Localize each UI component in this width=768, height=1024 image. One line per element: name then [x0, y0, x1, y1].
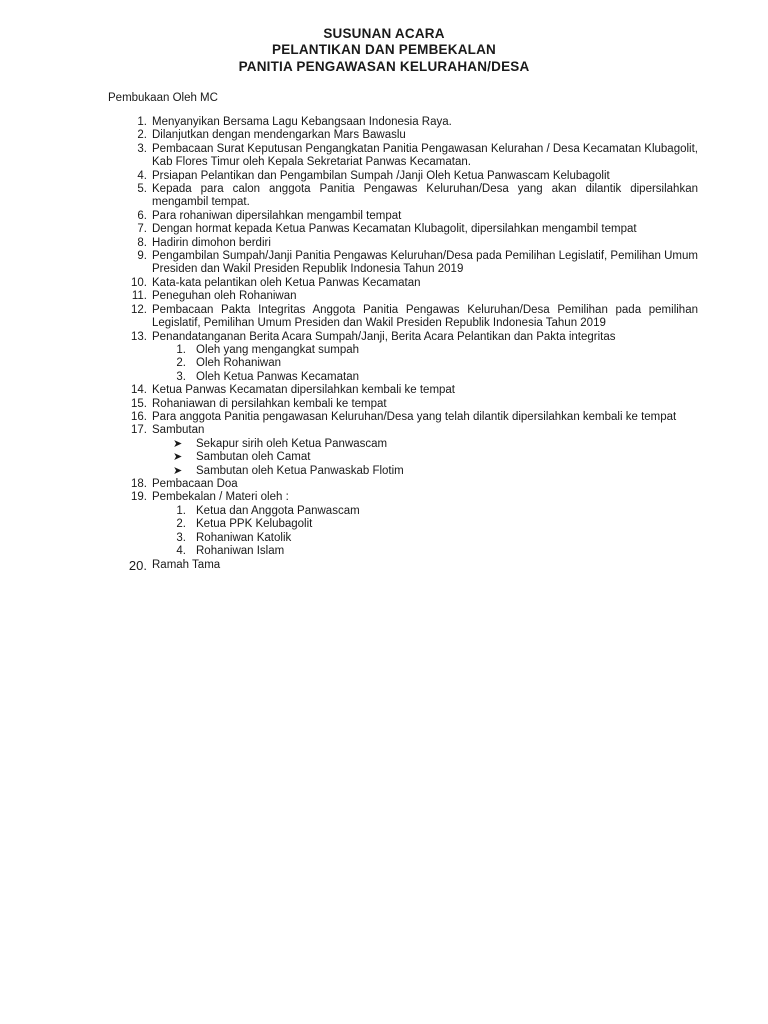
sub-item-text: Sekapur sirih oleh Ketua Panwascam — [196, 437, 388, 450]
sub-list-item — [0, 357, 768, 370]
list-item — [0, 559, 768, 572]
item-text: Ketua Panwas Kecamatan dipersilahkan kembali ke tempat — [152, 384, 456, 397]
item-text: Pengambilan Sumpah/Janji Panitia Pengawas Keluruhan/Desa pada Pemilihan Legislatif, Pemilihan Umum Presiden dan Wakil Presiden Republik Indonesia Tahun 2019 — [152, 250, 698, 276]
sub-item-text: Ketua dan Anggota Panwascam — [196, 504, 360, 517]
sub-item-text: Oleh yang mengangkat sumpah — [196, 343, 360, 356]
item-number: 16. — [131, 410, 147, 423]
sub-item-text: Sambutan oleh Ketua Panwaskab Flotim — [196, 464, 404, 477]
item-text: Pembacaan Surat Keputusan Pengangkatan Panitia Pengawasan Kelurahan / Desa Kecamatan Klubagolit, Kab Flores Timur oleh Kepala Sekretariat Panwas Kecamatan. — [152, 142, 698, 169]
item-text: Hadirin dimohon berdiri — [152, 236, 271, 249]
item-text: Menyanyikan Bersama Lagu Kebangsaan Indonesia Raya. — [152, 116, 452, 128]
item-text: Dengan hormat kepada Ketua Panwas Kecamatan Klubagolit, dipersilahkan mengambil tempat — [152, 223, 637, 236]
list-item — [0, 277, 768, 290]
list-item — [0, 116, 768, 129]
sub-list-item — [0, 545, 768, 558]
item-number: 19. — [131, 491, 147, 504]
item-text: Sambutan — [152, 424, 205, 437]
item-number: 3. — [137, 142, 147, 155]
sub-item-number: 4. — [176, 545, 186, 557]
item-number: 10. — [131, 276, 147, 289]
list-item — [0, 304, 768, 331]
title-line-2: PELANTIKAN DAN PEMBEKALAN — [272, 42, 496, 57]
list-item — [0, 223, 768, 236]
list-item — [0, 491, 768, 504]
sub-list-item — [0, 532, 768, 545]
sub-item-number: 2. — [176, 357, 186, 370]
item-text: Pembacaan Doa — [152, 477, 238, 490]
sub-item-text: Oleh Rohaniwan — [196, 357, 282, 370]
item-text: Dilanjutkan dengan mendengarkan Mars Bawaslu — [152, 129, 406, 142]
item-text: Pembacaan Pakta Integritas Anggota Panitia Pengawas Keluruhan/Desa Pemilihan pada pemilihan Legislatif, Pemilihan Umum Presiden dan Wakil Presiden Republik Indonesia Tahun 2019 — [152, 303, 698, 330]
sub-list-item — [0, 518, 768, 531]
item-number: 8. — [137, 236, 147, 249]
sub-item-text: Oleh Ketua Panwas Kecamatan — [196, 370, 360, 383]
sub-list-item — [0, 438, 768, 451]
list-item — [0, 478, 768, 491]
sub-item-text: Ketua PPK Kelubagolit — [196, 518, 313, 531]
arrow-bullet-icon: ➤ — [173, 451, 183, 464]
item-text: Rohaniawan di persilahkan kembali ke tempat — [152, 397, 387, 410]
sub-item-text: Rohaniwan Katolik — [196, 531, 292, 544]
list-item — [0, 129, 768, 142]
arrow-bullet-icon: ➤ — [173, 437, 183, 450]
sub-item-number: 3. — [176, 531, 186, 544]
item-number: 2. — [137, 129, 147, 142]
item-number: 9. — [137, 250, 147, 263]
sub-list-item — [0, 505, 768, 518]
list-item — [0, 143, 768, 170]
sub-item-text: Rohaniwan Islam — [196, 545, 285, 557]
item-text: Kata-kata pelantikan oleh Ketua Panwas Kecamatan — [152, 276, 421, 289]
item-text: Pembekalan / Materi oleh : — [152, 491, 289, 504]
item-number: 6. — [137, 209, 147, 222]
item-text: Peneguhan oleh Rohaniwan — [152, 290, 297, 303]
sub-item-number: 3. — [176, 370, 186, 383]
title-line-3: PANITIA PENGAWASAN KELURAHAN/DESA — [238, 59, 530, 74]
list-item — [0, 424, 768, 437]
sub-list-item — [0, 371, 768, 384]
title-line-1: SUSUNAN ACARA — [323, 26, 445, 41]
list-item — [0, 250, 768, 277]
list-item — [0, 170, 768, 183]
list-item — [0, 183, 768, 210]
list-item — [0, 290, 768, 303]
list-item — [0, 237, 768, 250]
list-item — [0, 331, 768, 344]
arrow-bullet-icon: ➤ — [173, 464, 183, 477]
item-number: 18. — [131, 477, 147, 490]
item-text: Penandatanganan Berita Acara Sumpah/Janji, Berita Acara Pelantikan dan Pakta integritas — [152, 330, 616, 343]
intro-text: Pembukaan Oleh MC — [108, 92, 218, 104]
list-item — [0, 411, 768, 424]
agenda-list — [0, 116, 768, 573]
item-number: 14. — [131, 384, 147, 397]
item-number: 17. — [131, 424, 147, 437]
item-text: Para rohaniwan dipersilahkan mengambil tempat — [152, 209, 402, 222]
item-number: 5. — [137, 183, 147, 196]
item-number: 15. — [131, 397, 147, 410]
sub-item-text: Sambutan oleh Camat — [196, 451, 311, 464]
list-item — [0, 210, 768, 223]
item-number: 11. — [131, 290, 147, 303]
list-item — [0, 398, 768, 411]
item-text: Ramah Tama — [152, 559, 221, 572]
item-text: Prsiapan Pelantikan dan Pengambilan Sumpah /Janji Oleh Ketua Panwascam Kelubagolit — [152, 169, 610, 182]
item-number: 13. — [131, 330, 147, 343]
sub-list-item — [0, 344, 768, 357]
list-item — [0, 384, 768, 397]
sub-item-number: 2. — [176, 518, 186, 531]
item-text: Kepada para calon anggota Panitia Pengawas Keluruhan/Desa yang akan dilantik dipersilahkan mengambil tempat. — [152, 183, 698, 209]
item-text: Para anggota Panitia pengawasan Keluruhan/Desa yang telah dilantik dipersilahkan kembali ke tempat — [152, 410, 677, 423]
item-number: 1. — [137, 116, 147, 128]
item-number: 4. — [137, 169, 147, 182]
item-number: 7. — [137, 223, 147, 236]
item-number: 12. — [131, 303, 147, 316]
sub-list-item — [0, 451, 768, 464]
item-number: 20. — [128, 558, 147, 574]
sub-item-number: 1. — [176, 343, 186, 356]
sub-list-item — [0, 465, 768, 478]
sub-item-number: 1. — [176, 504, 186, 517]
